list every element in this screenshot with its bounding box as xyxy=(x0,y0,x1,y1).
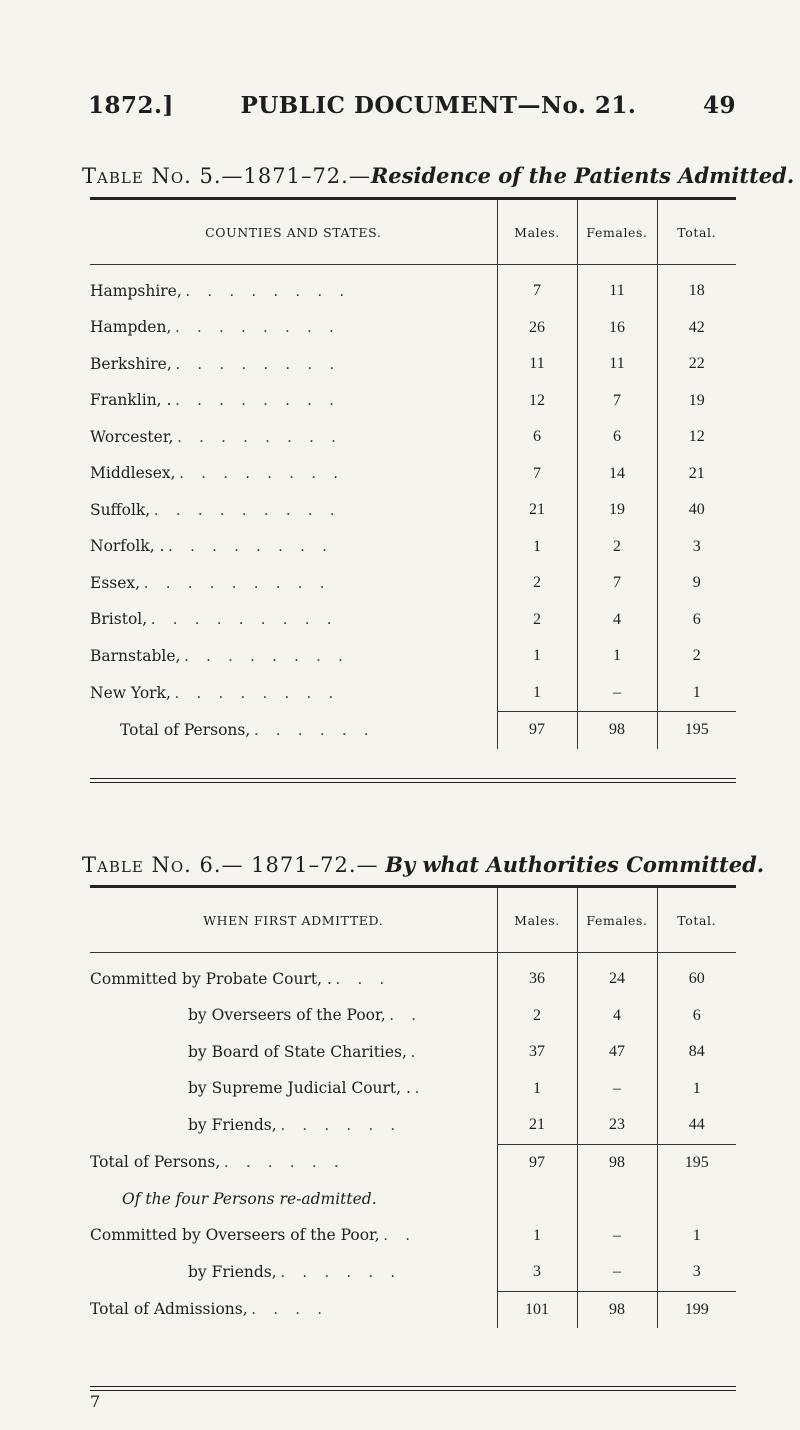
males-cell: 101 xyxy=(497,1291,577,1328)
males-cell: 6 xyxy=(497,419,577,456)
males-cell: 26 xyxy=(497,310,577,347)
females-cell: 6 xyxy=(577,419,657,456)
total-cell: 195 xyxy=(657,1144,736,1181)
column-header: Total. xyxy=(657,888,736,953)
females-cell: 2 xyxy=(577,529,657,566)
table-row xyxy=(90,419,736,456)
females-cell: – xyxy=(577,675,657,712)
females-cell: 14 xyxy=(577,456,657,493)
row-label: Total of Persons, xyxy=(120,720,251,739)
males-cell: 37 xyxy=(497,1034,577,1071)
page-header xyxy=(88,92,736,119)
leader-dots: . . . . . . . . xyxy=(175,355,341,373)
males-cell: 1 xyxy=(497,1218,577,1255)
row-label: Barnstable, xyxy=(90,646,181,665)
table-row xyxy=(90,602,736,639)
table-row xyxy=(90,1254,736,1291)
males-cell: 97 xyxy=(497,1144,577,1181)
males-cell: 2 xyxy=(497,565,577,602)
total-cell: 1 xyxy=(657,1071,736,1108)
males-cell: 11 xyxy=(497,346,577,383)
row-label: Essex, xyxy=(90,573,141,592)
row-label: Committed by Overseers of the Poor, xyxy=(90,1226,380,1245)
males-cell: 3 xyxy=(497,1254,577,1291)
table6-bottom-rule xyxy=(90,1386,736,1387)
leader-dots: . . xyxy=(383,1227,417,1245)
total-cell: 199 xyxy=(657,1291,736,1328)
subheading-row xyxy=(90,1181,736,1218)
signature-mark: 7 xyxy=(90,1392,101,1411)
females-cell: 24 xyxy=(577,961,657,998)
table-row xyxy=(90,383,736,420)
column-header: Total. xyxy=(657,200,736,265)
table-row xyxy=(90,565,736,602)
row-label: Bristol, xyxy=(90,610,148,629)
row-label: Middlesex, xyxy=(90,464,176,483)
table-row xyxy=(90,492,736,529)
males-cell: 2 xyxy=(497,998,577,1035)
males-cell: 7 xyxy=(497,456,577,493)
females-cell: 47 xyxy=(577,1034,657,1071)
table-row xyxy=(90,1218,736,1255)
column-header: WHEN FIRST ADMITTED. xyxy=(90,888,497,953)
males-cell: 1 xyxy=(497,529,577,566)
total-cell: 40 xyxy=(657,492,736,529)
table6-title xyxy=(82,852,765,877)
table5-bottom-rule xyxy=(90,782,736,783)
total-cell: 9 xyxy=(657,565,736,602)
total-cell: 18 xyxy=(657,273,736,310)
total-cell: 21 xyxy=(657,456,736,493)
table5-bottom-rule xyxy=(90,778,736,779)
leader-dots: . . . . . . . . xyxy=(175,319,341,337)
grand-total-row xyxy=(90,1291,736,1328)
table-row xyxy=(90,529,736,566)
leader-dots: . . . . . . . . xyxy=(185,282,351,300)
females-cell: 7 xyxy=(577,383,657,420)
total-cell: 60 xyxy=(657,961,736,998)
row-label: Hampshire, xyxy=(90,281,182,300)
total-cell: 12 xyxy=(657,419,736,456)
females-cell: 4 xyxy=(577,602,657,639)
leader-dots: . . . . . . . . xyxy=(184,647,350,665)
females-cell: 16 xyxy=(577,310,657,347)
total-cell: 84 xyxy=(657,1034,736,1071)
header-page-number: 49 xyxy=(702,92,736,119)
females-cell: – xyxy=(577,1254,657,1291)
males-cell: 36 xyxy=(497,961,577,998)
table-row xyxy=(90,1034,736,1071)
row-label: by Supreme Judicial Court, . xyxy=(188,1079,411,1098)
total-cell: 195 xyxy=(657,712,736,749)
males-cell: 97 xyxy=(497,712,577,749)
row-label: Total of Admissions, xyxy=(90,1300,248,1318)
leader-dots: . . . . . . . . . xyxy=(144,574,332,592)
row-label: by Friends, xyxy=(188,1263,277,1281)
males-cell: 1 xyxy=(497,638,577,675)
table6-header-row xyxy=(90,888,736,953)
leader-dots: . . . xyxy=(335,970,391,988)
leader-dots: . . . . . . . . xyxy=(175,392,341,410)
total-cell: 3 xyxy=(657,529,736,566)
column-header: Females. xyxy=(577,888,657,953)
column-header: COUNTIES AND STATES. xyxy=(90,200,497,265)
leader-dots: . . . . . . . . xyxy=(174,684,340,702)
row-label: Committed by Probate Court, . xyxy=(90,969,332,988)
row-label: Hampden, xyxy=(90,318,172,337)
leader-dots: . . . . . . . . xyxy=(168,538,334,556)
males-cell: 1 xyxy=(497,1071,577,1108)
total-cell: 44 xyxy=(657,1107,736,1144)
row-label: Norfolk, . xyxy=(90,537,165,556)
row-label: Suffolk, xyxy=(90,500,151,519)
females-cell: 4 xyxy=(577,998,657,1035)
males-cell: 2 xyxy=(497,602,577,639)
row-label: by Friends, xyxy=(188,1116,277,1134)
total-cell: 22 xyxy=(657,346,736,383)
row-label: by Overseers of the Poor, xyxy=(188,1006,386,1025)
males-cell: 12 xyxy=(497,383,577,420)
table6-title-italic: By what Authorities Committed. xyxy=(385,852,765,877)
table-row xyxy=(90,310,736,347)
leader-dots: . xyxy=(414,1080,426,1098)
row-label: Worcester, xyxy=(90,427,174,446)
females-cell: 23 xyxy=(577,1107,657,1144)
table5-title xyxy=(82,163,795,188)
females-cell: 11 xyxy=(577,346,657,383)
total-cell: 42 xyxy=(657,310,736,347)
females-cell: – xyxy=(577,1218,657,1255)
females-cell: 11 xyxy=(577,273,657,310)
leader-dots: . . . . . . xyxy=(280,1264,402,1281)
females-cell: 19 xyxy=(577,492,657,529)
leader-dots: . . . . . . xyxy=(224,1154,346,1171)
table5-title-prefix: Table No. 5.—1871–72.— xyxy=(82,164,371,188)
table-row xyxy=(90,638,736,675)
table-row xyxy=(90,675,736,712)
table-row xyxy=(90,961,736,998)
table-row xyxy=(90,456,736,493)
table-row xyxy=(90,346,736,383)
total-cell: 3 xyxy=(657,1254,736,1291)
total-cell: 1 xyxy=(657,1218,736,1255)
row-label: Berkshire, xyxy=(90,354,172,373)
column-header: Females. xyxy=(577,200,657,265)
total-cell: 19 xyxy=(657,383,736,420)
table6-bottom-rule xyxy=(90,1390,736,1391)
leader-dots: . . . . . . xyxy=(254,721,376,739)
table5-title-italic: Residence of the Patients Admitted. xyxy=(370,163,795,188)
table5 xyxy=(90,200,736,749)
row-label: by Board of State Charities, xyxy=(188,1042,407,1061)
header-year: 1872.] xyxy=(88,92,174,119)
males-cell: 7 xyxy=(497,273,577,310)
table-row xyxy=(90,273,736,310)
row-label: Franklin, . xyxy=(90,391,172,410)
leader-dots: . xyxy=(410,1043,422,1061)
table-row xyxy=(90,1071,736,1108)
total-row xyxy=(90,712,736,749)
row-label: New York, xyxy=(90,683,171,702)
leader-dots: . . xyxy=(389,1007,423,1025)
leader-dots: . . . . . . xyxy=(280,1117,402,1134)
females-cell: 7 xyxy=(577,565,657,602)
males-cell: 1 xyxy=(497,675,577,712)
total-cell: 1 xyxy=(657,675,736,712)
females-cell: 98 xyxy=(577,1144,657,1181)
table6-title-prefix: Table No. 6.— 1871–72.— xyxy=(82,853,379,877)
total-cell: 6 xyxy=(657,998,736,1035)
females-cell: – xyxy=(577,1071,657,1108)
females-cell: 98 xyxy=(577,1291,657,1328)
males-cell: 21 xyxy=(497,492,577,529)
row-label: Total of Persons, xyxy=(90,1153,221,1171)
column-header: Males. xyxy=(497,888,577,953)
leader-dots: . . . . . . . . . xyxy=(151,611,339,629)
header-document: PUBLIC DOCUMENT—No. 21. xyxy=(240,92,637,119)
females-cell: 1 xyxy=(577,638,657,675)
females-cell: 98 xyxy=(577,712,657,749)
total-row xyxy=(90,1144,736,1181)
males-cell: 21 xyxy=(497,1107,577,1144)
total-cell: 2 xyxy=(657,638,736,675)
table-row xyxy=(90,1107,736,1144)
leader-dots: . . . . . . . . . xyxy=(154,501,342,519)
table5-header-row xyxy=(90,200,736,265)
leader-dots: . . . . . . . . xyxy=(179,465,345,483)
column-header: Males. xyxy=(497,200,577,265)
table6 xyxy=(90,888,736,1328)
leader-dots: . . . . . . . . xyxy=(177,428,343,446)
table-row xyxy=(90,998,736,1035)
leader-dots: . . . . xyxy=(251,1301,329,1318)
total-cell: 6 xyxy=(657,602,736,639)
readmitted-heading: Of the four Persons re-admitted. xyxy=(122,1189,377,1208)
